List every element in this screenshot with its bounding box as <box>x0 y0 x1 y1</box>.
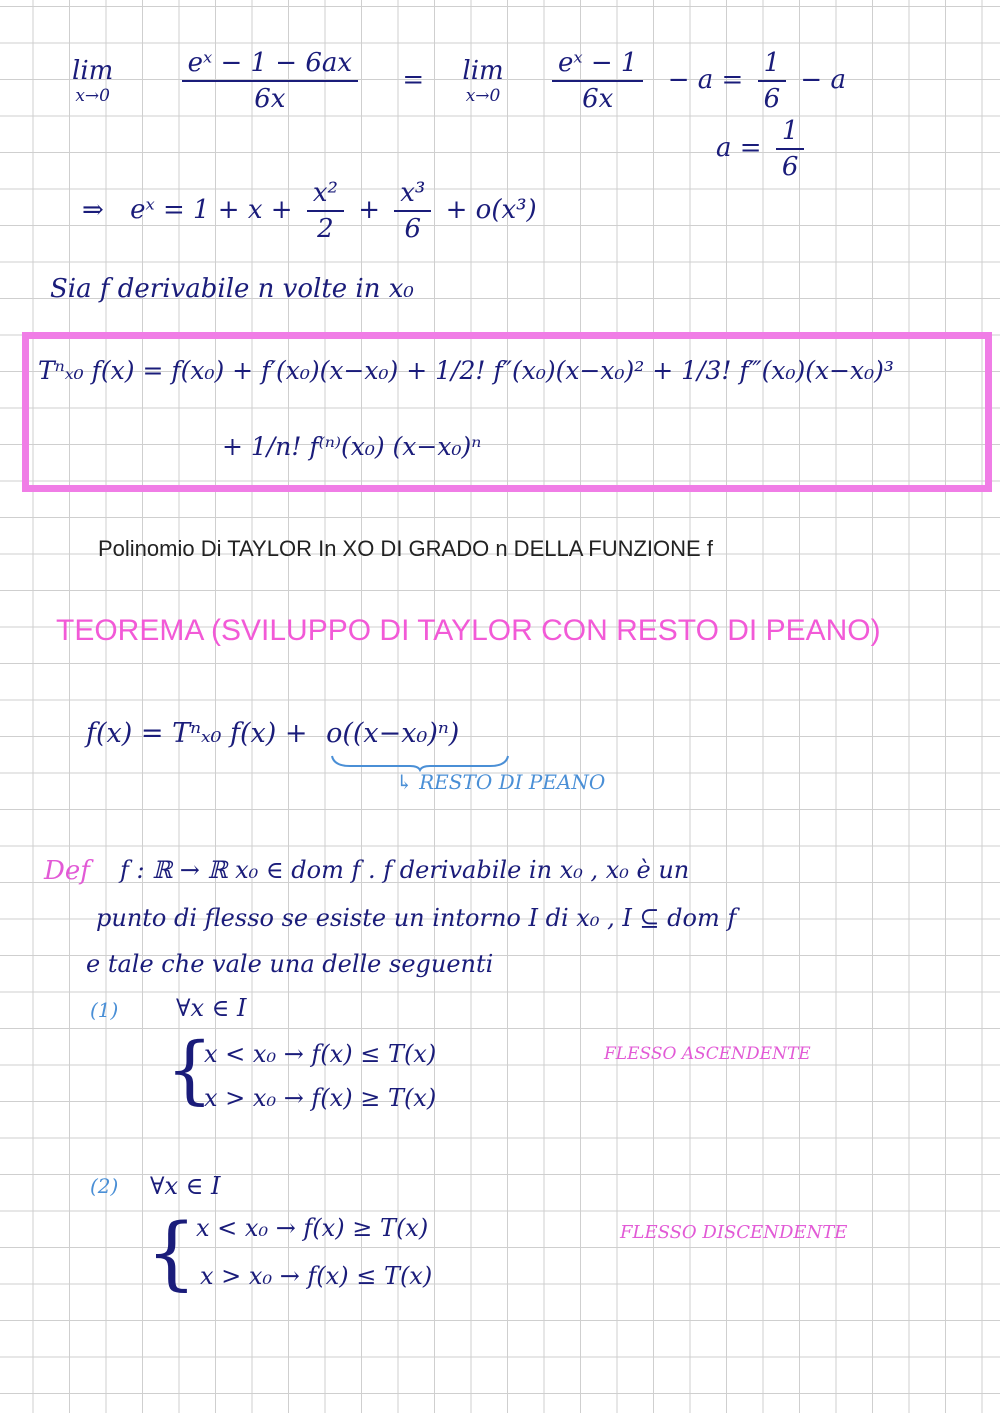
taylor-caption: Polinomio Di TAYLOR In XO DI GRADO n DELLA FUNZIONE f <box>98 536 713 561</box>
hypothesis-line: Sia f derivabile n volte in x₀ <box>50 274 414 304</box>
lim-word: lim <box>462 56 504 86</box>
formula-main: f(x) = Tⁿₓ₀ f(x) + <box>86 718 308 749</box>
exp-expansion-line <box>82 178 537 244</box>
fraction-denominator: 6x <box>582 84 614 114</box>
definition-line-1: f : ℝ → ℝ x₀ ∈ dom f . f derivabile in x₀ , x₀ è un <box>120 856 690 884</box>
lim-word: lim <box>72 56 114 86</box>
limit-1 <box>72 56 113 106</box>
definition-line-3: e tale che vale una delle seguenti <box>86 950 494 978</box>
implies-arrow: ⇒ <box>82 195 104 225</box>
fraction-x2 <box>307 178 344 244</box>
theorem-formula <box>86 718 459 749</box>
expansion-start: eˣ = 1 + x + <box>130 195 293 225</box>
fraction-numerator: eˣ − 1 − 6ax <box>182 48 359 82</box>
case-2-label: FLESSO DISCENDENTE <box>620 1222 848 1243</box>
taylor-formula-row-2: + 1/n! f⁽ⁿ⁾(x₀) (x−x₀)ⁿ <box>222 432 482 461</box>
fraction-numerator: x² <box>307 178 344 212</box>
fraction-numerator: x³ <box>394 178 431 212</box>
case-1-row-1: x < x₀ → f(x) ≤ T(x) <box>204 1040 437 1068</box>
fraction-denominator: 2 <box>317 214 334 244</box>
fraction-denominator: 6x <box>254 84 286 114</box>
lim-subscript: x→0 <box>465 86 501 106</box>
fraction-denominator: 6 <box>781 152 799 182</box>
fraction-denominator: 6 <box>763 84 781 114</box>
case-2-brace: { <box>146 1206 197 1299</box>
peano-remainder: o((x−x₀)ⁿ) <box>326 718 460 749</box>
fraction-a <box>776 116 805 182</box>
case-2-quantifier: ∀x ∈ I <box>150 1172 221 1200</box>
fraction-3 <box>758 48 787 114</box>
fraction-x3 <box>394 178 431 244</box>
expansion-tail: + o(x³) <box>445 195 537 225</box>
peano-note: ↳ RESTO DI PEANO <box>396 770 606 794</box>
case-1-brace: { <box>166 1027 214 1113</box>
case-2-number: (2) <box>90 1174 119 1198</box>
case-1-number: (1) <box>90 998 119 1022</box>
case-2-row-2: x > x₀ → f(x) ≤ T(x) <box>200 1262 433 1290</box>
a-equals: a = <box>716 133 762 163</box>
case-1-quantifier: ∀x ∈ I <box>176 994 247 1022</box>
theorem-title: TEOREMA (SVILUPPO DI TAYLOR CON RESTO DI PEANO) <box>56 614 881 647</box>
fraction-numerator: 1 <box>776 116 805 150</box>
fraction-numerator: eˣ − 1 <box>552 48 643 82</box>
definition-label: Def <box>44 856 90 886</box>
taylor-formula-row-1: Tⁿₓ₀ f(x) = f(x₀) + f′(x₀)(x−x₀) + 1/2! f″(x₀)(x−x₀)² + 1/3! f‴(x₀)(x−x₀)³ <box>38 356 894 385</box>
fraction-numerator: 1 <box>758 48 787 82</box>
fraction-denominator: 6 <box>404 214 422 244</box>
definition-line-2: punto di flesso se esiste un intorno I di x₀ , I ⊆ dom f <box>96 904 737 932</box>
plus-sign: + <box>358 195 380 225</box>
limit-line <box>72 48 846 114</box>
equals-sign: = <box>402 65 425 95</box>
case-2-row-1: x < x₀ → f(x) ≥ T(x) <box>196 1214 429 1242</box>
minus-a: − a <box>800 65 846 95</box>
minus-a-equals: − a = <box>667 65 744 95</box>
fraction-1 <box>182 48 359 114</box>
case-1-row-2: x > x₀ → f(x) ≥ T(x) <box>204 1084 437 1112</box>
fraction-2 <box>552 48 643 114</box>
a-value-line <box>716 116 810 182</box>
case-1-label: FLESSO ASCENDENTE <box>604 1044 811 1064</box>
remainder-underbrace <box>330 752 510 772</box>
lim-subscript: x→0 <box>75 86 110 106</box>
limit-2 <box>462 56 503 106</box>
